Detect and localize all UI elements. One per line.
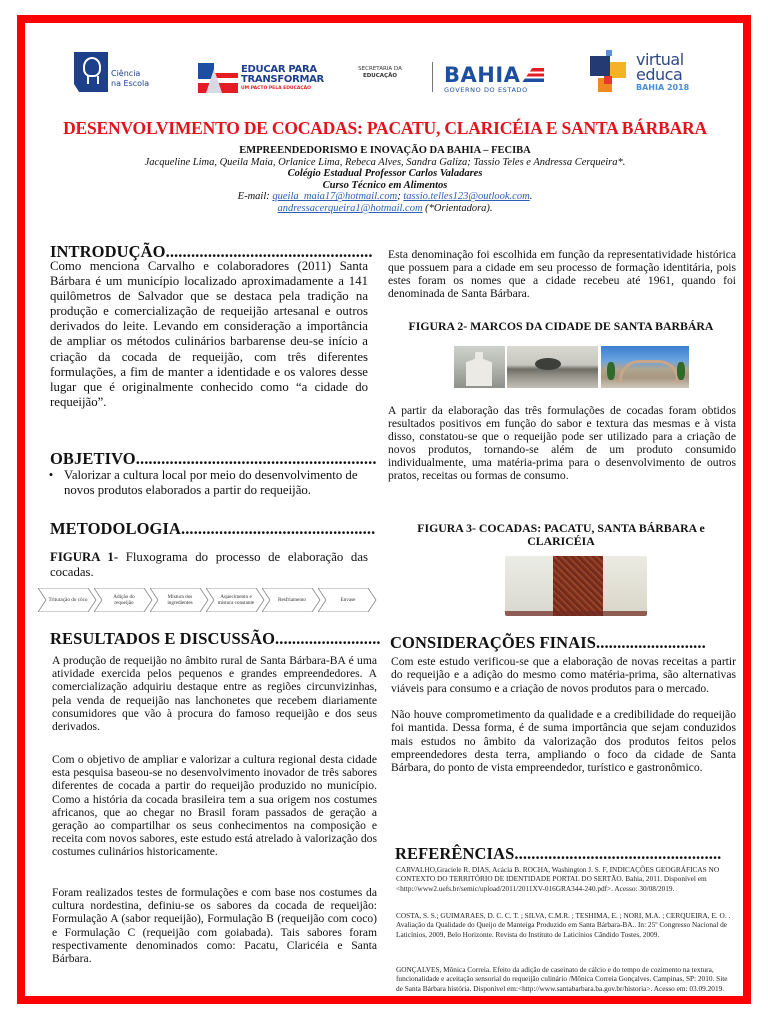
church-photo xyxy=(454,346,505,388)
figure3-caption: FIGURA 3- COCADAS: PACATU, SANTA BÁRBARA e CLARICÉIA xyxy=(417,521,705,548)
email-link-andressa[interactable]: andressacerqueira1@hotmail.com xyxy=(277,202,423,214)
logo-virtual-line1: virtual xyxy=(636,50,684,69)
resultados-p1: A produção de requeijão no âmbito rural de Santa Bárbara-BA é uma atividade exercida pelos pequenos e grandes empreendedores. A comercialização adquiriu destaque entre as regiões circunvizinhas, pela venda de requeijão nas lanchonetes que recebem diariamente consumidores que vão à procura do famoso requeijão e dos seus derivados. xyxy=(52,654,377,734)
reference-item: COSTA, S. S.; GUIMARAES, D. C. C. T. ; SILVA, C.M.R. ; TESHIMA, E. ; NORI, M.A. ; CERQUEIRA, E. O. . Avaliação da Qualidade do Queijo de Manteiga Produzido em Santa Bárbara-BA.. In: 25º Congresso Nacional de Laticínios, 2009, Belo Horizonte. Revista do Instituto de Laticínios Cândido Tostes, 2009. xyxy=(396,911,731,939)
reference-item: CARVALHO,Graciele R. DIAS, Acácia B. ROCHA, Washington J. S. F, INDICAÇÕES GEOGRÁFICAS NO CONTEXTO DO TERRITÓRIO DE IDENTIDADE PORTAL DO SERTÃO. Bahia, 2011. Disponível em <http://www2.uefs.br/semic/upload/2011/2011XV-016GRA344-240.pdf>. Acesso: 30/08/2019. xyxy=(396,865,720,893)
resultados-p3: Foram realizados testes de formulações e com base nos costumes da cultura nordestina, definiu-se os sabores da cocada de requeijão: Formulação A (sabor requeijão), Formulação B (requeijão com coco) e Formulação C (requeijão com goiabada). Tais sabores foram respectivamente denominados como: Pacatu, Claricéia e Santa Bárbara. xyxy=(52,886,377,966)
cocadas-photo xyxy=(505,556,647,616)
logo-secretaria-line1: SECRETARIA DA xyxy=(358,66,402,72)
poster-header-info xyxy=(30,145,740,215)
logo-virtual-line3: BAHIA 2018 xyxy=(636,83,690,92)
flow-step xyxy=(206,588,262,612)
flow-step-label: Mistura dos ingredientes xyxy=(167,594,193,606)
flow-step xyxy=(94,588,150,612)
email-link-queila[interactable]: queila_maia17@hotmail.com xyxy=(272,191,398,203)
logo-ciencia-line2: na Escola xyxy=(111,79,150,88)
resultados-p2: Com o objetivo de ampliar e valorizar a cultura regional desta cidade esta pesquisa baseou-se no desenvolvimento inovador de três sabores diferentes de cocada a partir do requeijão produzido no município. Como a história da cocada brasileira tem a sua origem nos costumes africanos, que ao chegar no Brasil foram passados de geração a geração ao compartilhar os seus conhecimentos na composição e receita com novos sabores, este estudo está atrelado à valorização dos costumes culinários historicamente. xyxy=(52,753,377,859)
email-end: . xyxy=(529,191,533,203)
logo-educar-line1: EDUCAR PARA xyxy=(241,63,317,75)
figure2-caption: FIGURA 2- MARCOS DA CIDADE DE SANTA BARBÁRA xyxy=(408,319,714,333)
advisor-note: (*Orientadora). xyxy=(422,202,493,214)
reference-item: GONÇALVES, Mônica Correia. Efeito da adição de caseinato de cálcio e do tempo de cozimento na textura, funcionalidade e aceitação sensorial do requeijão culinário /Mônica Correia Gonçalves. Campinas, SP: 2010. Site de Santa Bárbara história. Disponível em:<http://www.santabarbara.ba.gov.br/historia>. Acesso em: 03.09.2019. xyxy=(396,965,728,993)
logo-virtual-educa xyxy=(590,50,689,96)
logo-educar-line3: UM PACTO PELA EDUCAÇÃO xyxy=(241,85,311,91)
bahia-flag-icon xyxy=(522,68,544,82)
flow-step xyxy=(262,588,318,612)
flow-step xyxy=(318,588,374,612)
flow-step-label: Resfriamento xyxy=(278,597,306,603)
school-name: Colégio Estadual Professor Carlos Valadares xyxy=(287,168,483,180)
process-flowchart xyxy=(38,588,378,612)
street-photo xyxy=(507,346,598,388)
logo-bahia-governo xyxy=(444,64,544,94)
arch-photo xyxy=(601,346,689,388)
bullet-icon: • xyxy=(48,468,54,482)
logo-virtual-line2: educa xyxy=(636,65,683,84)
resultados-right-text: A partir da elaboração das três formulações de cocadas foram obtidos resultados positivos em função do sabor e textura das mesmas e à vista disso, constatou-se que o requeijão pode ser utilizado para a criação de novos produtos, tornando-se além de um produto consumido individualmente, uma matéria-prima para o desenvolvimento de outros pratos, receitas ou formas de consumo. xyxy=(388,404,736,482)
logo-ciencia-na-escola xyxy=(74,52,149,92)
consideracoes-p1: Com este estudo verificou-se que a elaboração de novas receitas a partir do requeijão e a adição do mesmo como matéria-prima, são alternativas viáveis para consumo e a criação de novos produtos para o mercado. xyxy=(391,655,736,695)
metodologia-heading: METODOLOGIA.............................................. xyxy=(50,519,376,538)
flow-step xyxy=(38,588,94,612)
consideracoes-p2: Não houve comprometimento da qualidade e a credibilidade do requeijão foi mantida. Dessa forma, é de suma importância que sejam conduzidos mais estudos no âmbito da valorização dos produtos feitos pelos empreendedores desta terra, ampliando o foco da cidade de Santa Bárbara, do ponto de vista empreendedor, turístico e gastronômico. xyxy=(391,708,736,775)
email-label: E-mail: xyxy=(237,191,273,203)
cocada-clariceia-piece xyxy=(603,556,647,616)
cocada-pacatu-piece xyxy=(505,556,553,616)
objetivo-list-item xyxy=(38,468,370,498)
flow-step-label: Adição do requeijão xyxy=(113,594,135,606)
logo-educar-line2: TRANSFORMAR xyxy=(241,73,324,85)
email-separator: ; xyxy=(397,191,404,203)
bahia-flag-icon xyxy=(198,63,238,93)
cocada-santa-barbara-piece xyxy=(553,556,603,616)
logo-educar-para-transformar xyxy=(198,63,324,93)
logo-bahia-sub: GOVERNO DO ESTADO xyxy=(444,86,528,94)
objetivo-heading: OBJETIVO......................................................... xyxy=(50,449,377,468)
flow-step xyxy=(150,588,206,612)
consideracoes-heading: CONSIDERAÇÕES FINAIS.......................... xyxy=(390,633,706,652)
email-line-2 xyxy=(30,203,740,215)
logo-ciencia-line1: Ciência xyxy=(111,69,141,78)
flow-step-label: Envase xyxy=(340,597,356,603)
objetivo-text: Valorizar a cultura local por meio do desenvolvimento de novos produtos elaborados a partir do requeijão. xyxy=(64,468,358,498)
flow-step-label: Trituração do côco xyxy=(48,597,88,603)
poster-title: DESENVOLVIMENTO DE COCADAS: PACATU, CLARICÉIA E SANTA BÁRBARA xyxy=(63,118,707,138)
introducao-heading: INTRODUÇÃO................................................. xyxy=(50,242,373,261)
logo-secretaria-line2: EDUCAÇÃO xyxy=(362,73,398,79)
logo-bahia-word: BAHIA xyxy=(444,63,521,87)
authors: Jacqueline Lima, Queila Maia, Orlanice Lima, Rebeca Alves, Sandra Galiza; Tassio Teles e Andressa Cerqueira*. xyxy=(144,156,626,168)
virtual-educa-mosaic-icon xyxy=(590,50,632,96)
resultados-heading: RESULTADOS E DISCUSSÃO......................... xyxy=(50,629,381,648)
logo-secretaria-educacao xyxy=(350,66,410,80)
introducao-text: Como menciona Carvalho e colaboradores (2011) Santa Bárbara é um município localizado aproximadamente a 141 quilômetros de Salvador que se destaca pela tradição na produção e comercialização de requeijão artesanal e outros derivados do leite. Levando em consideração a importância de ampliar os métodos culinários barbarense deu-se início a criação da cocada de requeijão, com três diferentes formulações, a fim de manter a identidade e os valores desse lugar que é originalmente conhecido como “a cidade do requeijão”. xyxy=(50,259,368,409)
event-name: EMPREENDEDORISMO E INOVAÇÃO DA BAHIA – FECIBA xyxy=(239,145,531,156)
referencias-heading: REFERÊNCIAS................................................. xyxy=(395,844,722,863)
flow-step-label: Aquecimento e mistura constante xyxy=(217,594,255,606)
figure1-label: FIGURA 1- xyxy=(50,550,119,564)
figure1-caption-text: Fluxograma do processo de elaboração das cocadas. xyxy=(50,550,368,580)
lightbulb-icon xyxy=(74,52,108,92)
email-line xyxy=(30,191,740,203)
logo-divider xyxy=(432,62,433,92)
denominacao-text: Esta denominação foi escolhida em função da representatividade histórica que possuem para a cidade em seu processo de formação identitária, pois estes foram os nomes que a cidade recebeu até 1961, quando foi denominada de Santa Bárbara. xyxy=(388,248,736,300)
figure1-caption xyxy=(50,550,368,580)
course-name: Curso Técnico em Alimentos xyxy=(322,179,448,191)
email-link-tassio[interactable]: tassio.telles123@outlook.com xyxy=(403,191,530,203)
